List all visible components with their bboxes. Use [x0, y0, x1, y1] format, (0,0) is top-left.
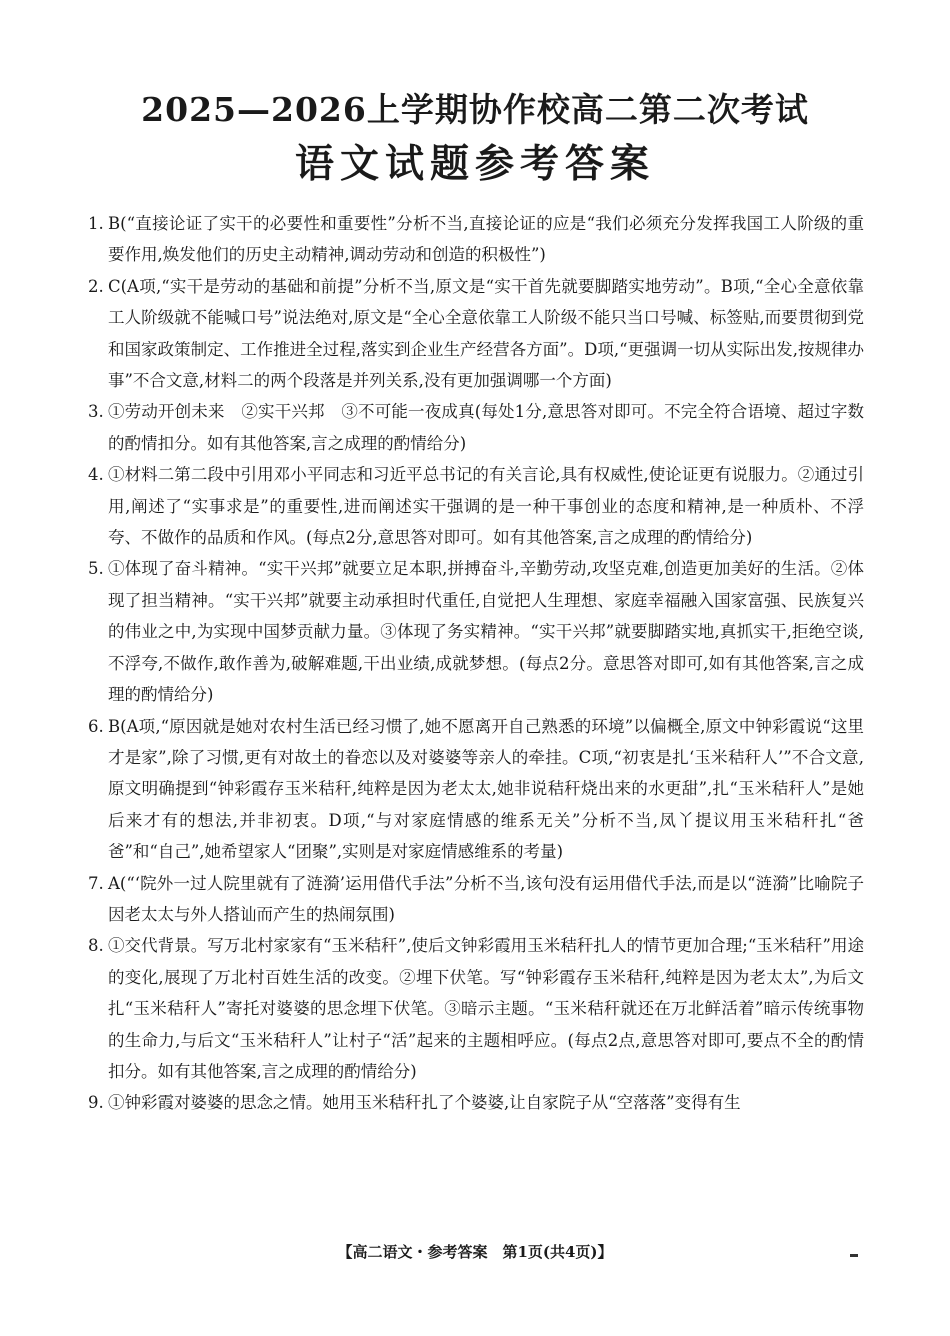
answer-number: 3. — [88, 402, 104, 422]
answer-text: ①交代背景。写万北村家家有“玉米秸秆”,使后文钟彩霞用玉米秸秆扎人的情节更加合理;“玉米秸秆”用途的变化,展现了万北村百姓生活的改变。②埋下伏笔。写“钟彩霞存玉米秸秆,纯粹是因为老太太”,为后文扎“玉米秸秆人”寄托对婆婆的思念埋下伏笔。③暗示主题。“玉米秸秆就还在万北鲜活着”暗示传统事物的生命力,与后文“玉米秸秆人”让村子“活”起来的主题相呼应。(每点2点,意思答对即可,要点不全的酌情扣分。如有其他答案,言之成理的酌情给分) — [108, 936, 864, 1081]
answer-text: B(“直接论证了实干的必要性和重要性”分析不当,直接论证的应是“我们必须充分发挥我国工人阶级的重要作用,焕发他们的历史主动精神,调动劳动和创造的积极性”) — [108, 214, 864, 265]
answer-text: ①体现了奋斗精神。“实干兴邦”就要立足本职,拼搏奋斗,辛勤劳动,攻坚克难,创造更加美好的生活。②体现了担当精神。“实干兴邦”就要主动承担时代重任,自觉把人生理想、家庭幸福融入国家富强、民族复兴的伟业之中,为实现中国梦贡献力量。③体现了务实精神。“实干兴邦”就要脚踏实地,真抓实干,拒绝空谈,不浮夸,不做作,敢作善为,破解难题,干出业绩,成就梦想。(每点2分。意思答对即可,如有其他答案,言之成理的酌情给分) — [108, 559, 864, 705]
answer-number: 6. — [88, 716, 104, 736]
answer-list — [88, 208, 864, 1119]
exam-title: 2025—2026上学期协作校高二第二次考试 — [141, 90, 809, 129]
answer-item-9 — [88, 1087, 864, 1118]
answer-item-7 — [88, 868, 864, 931]
answer-text: ①材料二第二段中引用邓小平同志和习近平总书记的有关言论,具有权威性,使论证更有说服力。②通过引用,阐述了“实事求是”的重要性,进而阐述实干强调的是一种干事创业的态度和精神,是一种质朴、不浮夸、不做作的品质和作风。(每点2分,意思答对即可。如有其他答案,言之成理的酌情给分) — [108, 465, 864, 548]
answer-item-3 — [88, 396, 864, 459]
answer-number: 7. — [88, 873, 104, 893]
answer-item-4 — [88, 459, 864, 553]
answer-item-2 — [88, 271, 864, 397]
page-footer: 【高二语文・参考答案 第1页(共4页)】 — [337, 1243, 613, 1261]
answer-number: 9. — [88, 1093, 104, 1113]
answer-text: C(A项,“实干是劳动的基础和前提”分析不当,原文是“实干首先就要脚踏实地劳动”。B项,“全心全意依靠工人阶级就不能喊口号”说法绝对,原文是“全心全意依靠工人阶级不能只当口号喊、标签贴,而要贯彻到党和国家政策制定、工作推进全过程,落实到企业生产经营各方面”。D项,“更强调一切从实际出发,按规律办事”不合文意,材料二的两个段落是并列关系,没有更加强调哪一个方面) — [108, 276, 864, 391]
answer-text: A(“‘院外一过人院里就有了涟漪’运用借代手法”分析不当,该句没有运用借代手法,而是以“涟漪”比喻院子因老太太与外人搭讪而产生的热闹氛围) — [108, 873, 864, 924]
answer-item-5 — [88, 553, 864, 710]
answer-number: 5. — [88, 559, 104, 579]
corner-mark — [850, 1254, 858, 1257]
answer-text: ①钟彩霞对婆婆的思念之情。她用玉米秸秆扎了个婆婆,让自家院子从“空落落”变得有生 — [108, 1093, 741, 1113]
answer-text: B(A项,“原因就是她对农村生活已经习惯了,她不愿离开自己熟悉的环境”以偏概全,原文中钟彩霞说“这里才是家”,除了习惯,更有对故土的眷恋以及对婆婆等亲人的牵挂。C项,“初衷是扎‘玉米秸秆人’”不合文意,原文明确提到“钟彩霞存玉米秸秆,纯粹是因为老太太,她非说秸秆烧出来的水更甜”,扎“玉米秸秆人”是她后来才有的想法,并非初衷。D项,“与对家庭情感的维系无关”分析不当,凤丫提议用玉米秸秆扎“爸爸”和“自己”,她希望家人“团聚”,实则是对家庭情感维系的考量) — [108, 716, 864, 862]
answer-number: 1. — [88, 214, 104, 233]
answer-key-title: 语文试题参考答案 — [294, 141, 655, 187]
answer-number: 2. — [88, 276, 104, 296]
answer-text: ①劳动开创未来 ②实干兴邦 ③不可能一夜成真(每处1分,意思答对即可。不完全符合语境、超过字数的酌情扣分。如有其他答案,言之成理的酌情给分) — [108, 402, 864, 453]
answer-number: 8. — [88, 936, 104, 956]
answer-item-6 — [88, 711, 864, 868]
answer-item-1 — [88, 208, 864, 271]
answer-number: 4. — [88, 465, 104, 485]
answer-item-8 — [88, 930, 864, 1087]
